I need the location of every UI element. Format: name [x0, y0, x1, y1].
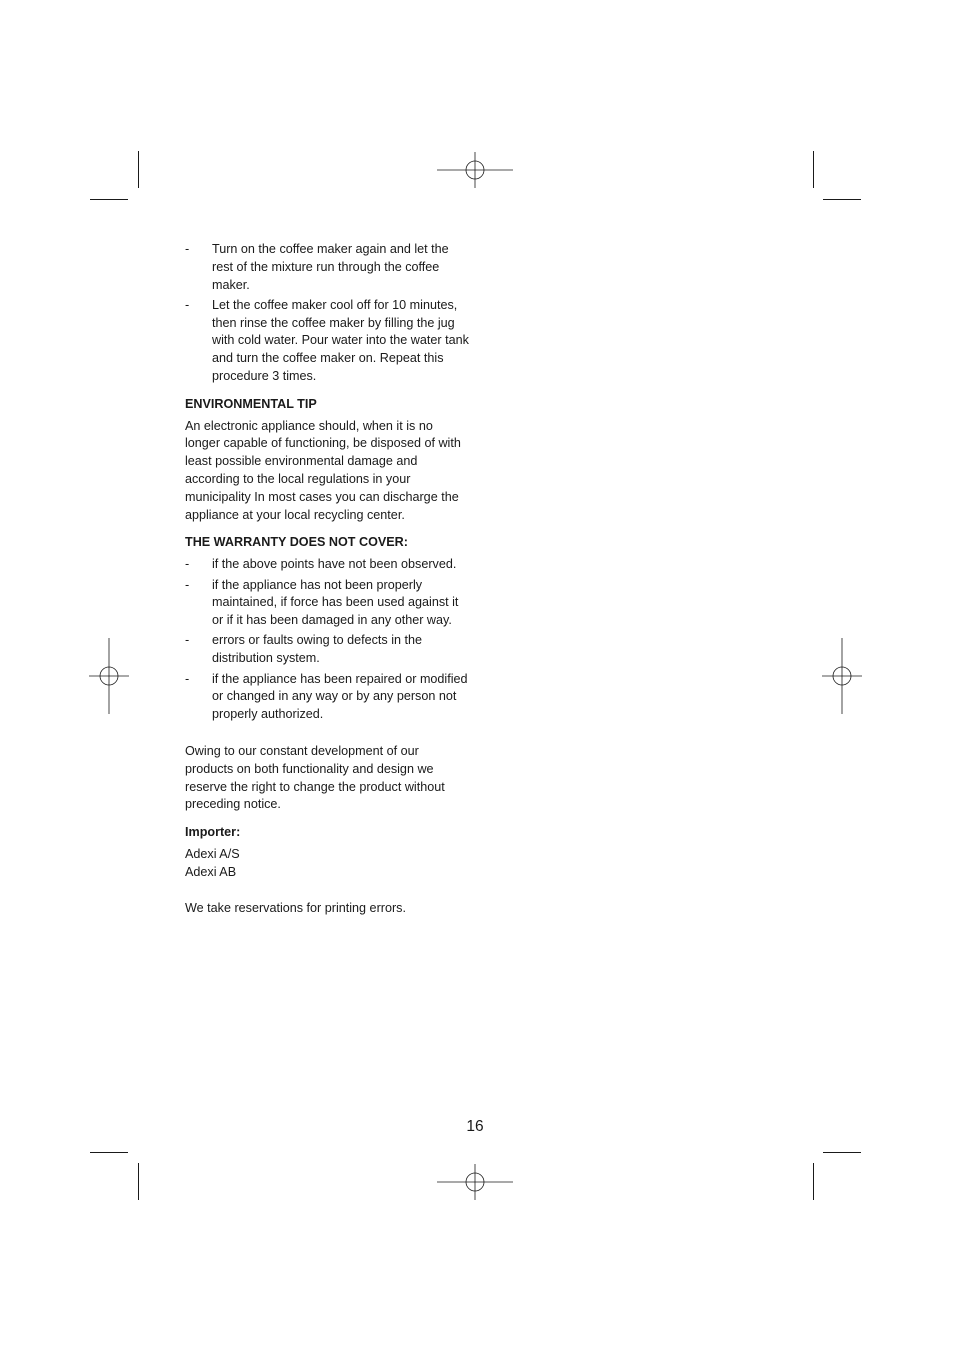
- importer-line: Adexi A/S: [185, 846, 240, 861]
- list-item: - if the appliance has not been properly maintained, if force has been used against it or if it has been damaged in any other way.: [185, 577, 470, 630]
- crop-mark: [813, 151, 814, 188]
- importer-line: Adexi AB: [185, 864, 237, 879]
- printing-errors-disclaimer: We take reservations for printing errors.: [185, 900, 406, 915]
- registration-mark-right: [802, 636, 882, 716]
- list-item: - errors or faults owing to defects in the distribution system.: [185, 632, 470, 668]
- crop-mark: [138, 151, 139, 188]
- cleaning-steps-list: [185, 241, 470, 386]
- development-note: Owing to our constant development of our products on both functionality and design we reserve the right to change the product without preceding notice.: [185, 743, 445, 812]
- crop-mark: [823, 199, 861, 200]
- page-number: 16: [466, 1118, 484, 1135]
- list-item: - if the above points have not been observed.: [185, 556, 470, 574]
- crop-mark: [813, 1163, 814, 1200]
- list-item: - if the appliance has been repaired or modified or changed in any way or by any person not properly authorized.: [185, 671, 470, 724]
- list-item: - Let the coffee maker cool off for 10 minutes, then rinse the coffee maker by filling the jug with cold water. Pour water into the water tank and turn the coffee maker on. Repeat this procedure 3 times.: [185, 297, 470, 386]
- page-content: [185, 241, 470, 917]
- registration-mark-bottom: [435, 1142, 515, 1222]
- crop-mark: [138, 1163, 139, 1200]
- environmental-tip-text: An electronic appliance should, when it is no longer capable of functioning, be disposed of with least possible environmental damage and according to the local regulations in your municipality In most cases you can discharge the appliance at your local recycling center.: [185, 418, 461, 522]
- warranty-heading: THE WARRANTY DOES NOT COVER:: [185, 535, 408, 550]
- registration-mark-top: [435, 130, 515, 210]
- environmental-tip-heading: ENVIRONMENTAL TIP: [185, 396, 317, 411]
- importer-heading: Importer:: [185, 825, 241, 840]
- list-item: - Turn on the coffee maker again and let the rest of the mixture run through the coffee maker.: [185, 241, 470, 294]
- crop-mark: [823, 1152, 861, 1153]
- warranty-exclusions-list: [185, 556, 470, 724]
- crop-mark: [90, 199, 128, 200]
- crop-mark: [90, 1152, 128, 1153]
- registration-mark-left: [69, 636, 149, 716]
